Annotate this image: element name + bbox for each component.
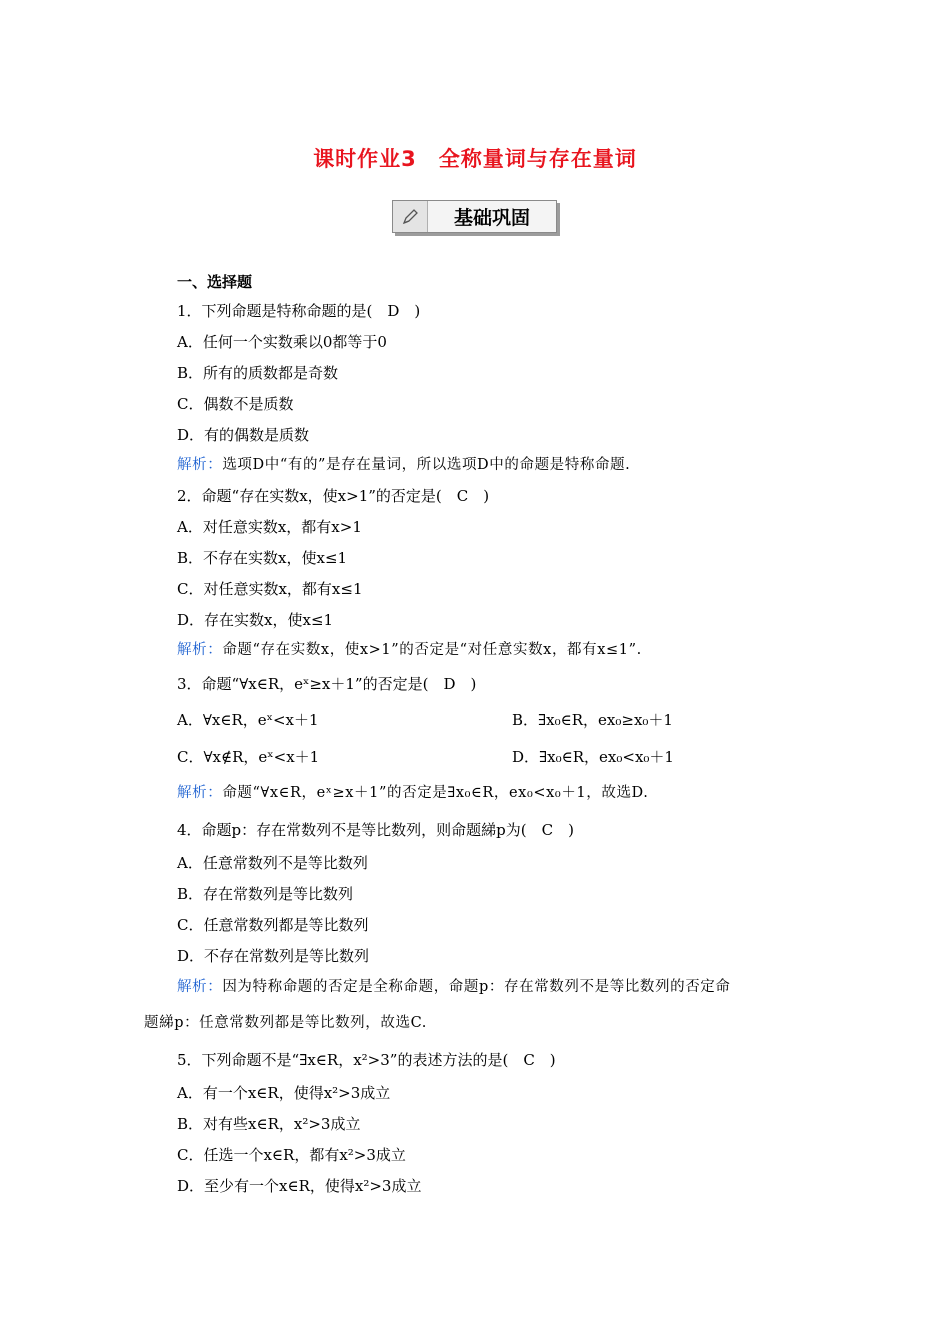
q5-option-b: B．对有些x∈R，x²>3成立	[177, 1115, 361, 1133]
question-1: 1．下列命题是特称命题的是( D )	[177, 302, 421, 320]
q4-option-d: D．不存在常数列是等比数列	[177, 947, 370, 965]
pencil-icon	[393, 201, 428, 232]
q1-option-b: B．所有的质数都是奇数	[177, 364, 339, 382]
q2-option-d: D．存在实数x，使x≤1	[177, 611, 334, 629]
q2-solution: 解析：命题“存在实数x，使x>1”的否定是“对任意实数x，都有x≤1”.	[177, 642, 642, 658]
q5-option-a: A．有一个x∈R，使得x²>3成立	[177, 1084, 391, 1102]
q5-option-d: D．至少有一个x∈R，使得x²>3成立	[177, 1177, 422, 1195]
question-4: 4．命题p：存在常数列不是等比数列，则命题綈p为( C )	[177, 821, 574, 839]
solution-label: 解析：	[177, 642, 223, 658]
page-title: 课时作业3 全称量词与存在量词	[313, 147, 637, 171]
question-3: 3．命题“∀x∈R，eˣ≥x＋1”的否定是( D )	[177, 675, 477, 693]
q4-solution: 解析：因为特称命题的否定是全称命题，命题p：存在常数列不是等比数列的否定命	[177, 979, 731, 995]
solution-label: 解析：	[177, 457, 223, 473]
q3-solution: 解析：命题“∀x∈R，eˣ≥x＋1”的否定是∃x₀∈R，ex₀<x₀＋1，故选D.	[177, 785, 649, 801]
q3-option-c: C．∀x∉R，eˣ<x＋1	[177, 748, 320, 766]
section-banner	[392, 200, 557, 233]
question-5: 5．下列命题不是“∃x∈R，x²>3”的表述方法的是( C )	[177, 1051, 556, 1069]
q2-option-a: A．对任意实数x，都有x>1	[177, 518, 362, 536]
solution-label: 解析：	[177, 979, 223, 995]
q1-option-c: C．偶数不是质数	[177, 395, 294, 413]
q4-option-b: B．存在常数列是等比数列	[177, 885, 354, 903]
solution-label: 解析：	[177, 785, 223, 801]
q2-option-c: C．对任意实数x，都有x≤1	[177, 580, 363, 598]
question-2: 2．命题“存在实数x，使x>1”的否定是( C )	[177, 487, 490, 505]
q5-option-c: C．任选一个x∈R，都有x²>3成立	[177, 1146, 406, 1164]
section-heading: 一、选择题	[177, 273, 253, 291]
q3-option-d: D．∃x₀∈R，ex₀<x₀＋1	[512, 748, 674, 766]
q1-option-a: A．任何一个实数乘以0都等于0	[177, 333, 387, 351]
q3-option-a: A．∀x∈R，eˣ<x＋1	[177, 711, 319, 729]
q4-option-c: C．任意常数列都是等比数列	[177, 916, 369, 934]
q3-option-b: B．∃x₀∈R，ex₀≥x₀＋1	[512, 711, 673, 729]
q1-solution: 解析：选项D中“有的”是存在量词，所以选项D中的命题是特称命题.	[177, 457, 631, 473]
q1-option-d: D．有的偶数是质数	[177, 426, 310, 444]
banner-label: 基础巩固	[453, 207, 530, 229]
q4-option-a: A．任意常数列不是等比数列	[177, 854, 368, 872]
q4-solution-continued: 题綈p：任意常数列都是等比数列，故选C.	[144, 1015, 427, 1031]
q2-option-b: B．不存在实数x，使x≤1	[177, 549, 348, 567]
